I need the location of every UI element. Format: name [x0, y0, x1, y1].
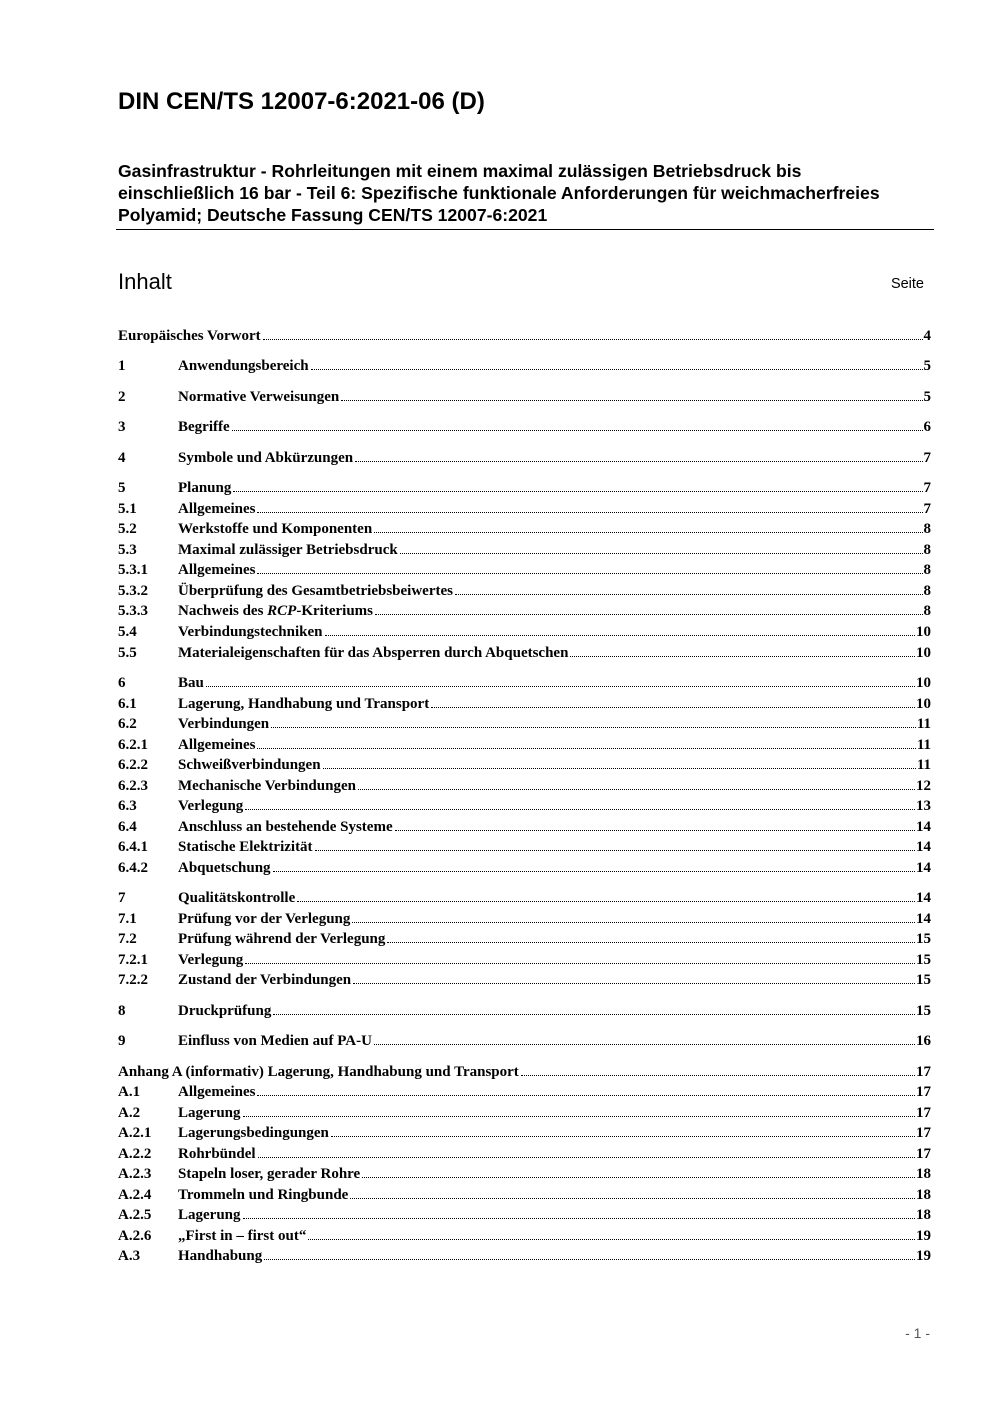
toc-entry-page: 8: [923, 583, 931, 599]
toc-entry-page: 7: [923, 450, 931, 466]
toc-entry-number: A.2.3: [118, 1166, 152, 1182]
toc-entry-title: Lagerung: [178, 1207, 241, 1223]
toc-entry-number: 7.2.2: [118, 972, 148, 988]
toc-entry[interactable]: [118, 581, 931, 601]
toc-entry[interactable]: [118, 1103, 931, 1123]
toc-entry-page: 8: [923, 603, 931, 619]
toc-entry-title: „First in – first out“: [178, 1228, 307, 1244]
toc-entry[interactable]: [118, 643, 931, 663]
toc-dot-leader: [387, 941, 915, 943]
toc-entry-page: 11: [916, 716, 931, 732]
toc-entry[interactable]: [118, 673, 931, 693]
toc-entry[interactable]: [118, 478, 931, 498]
toc-entry-number: A.2.1: [118, 1125, 152, 1141]
toc-dot-leader: [323, 767, 916, 769]
toc-entry-title: Prüfung während der Verlegung: [178, 931, 386, 947]
toc-entry[interactable]: [118, 387, 931, 407]
toc-entry-page: 10: [916, 645, 931, 661]
toc-entry-page: 10: [916, 624, 931, 640]
toc-entry-page: 14: [916, 890, 931, 906]
toc-entry-number: 7.1: [118, 911, 137, 927]
toc-entry-number: 2: [118, 389, 126, 405]
toc-dot-leader: [362, 1176, 915, 1178]
toc-entry[interactable]: [118, 601, 931, 621]
toc-dot-leader: [243, 1115, 915, 1117]
toc-dot-leader: [257, 572, 922, 574]
toc-entry-title: Begriffe: [178, 419, 230, 435]
toc-entry-number: A.2.4: [118, 1187, 152, 1203]
toc-entry-page: 7: [923, 501, 931, 517]
toc-entry-title: Abquetschung: [178, 860, 271, 876]
toc-entry-title: Anwendungsbereich: [178, 358, 309, 374]
toc-entry-title: Verbindungen: [178, 716, 270, 732]
toc-dot-leader: [358, 788, 915, 790]
toc-dot-leader: [431, 706, 915, 708]
toc-entry-number: 5.3: [118, 542, 137, 558]
toc-entry-page: 17: [916, 1084, 931, 1100]
toc-entry[interactable]: [118, 1031, 931, 1051]
toc-entry-page: 16: [916, 1033, 931, 1049]
toc-entry-number: 4: [118, 450, 126, 466]
toc-entry[interactable]: [118, 714, 931, 734]
toc-entry-number: 1: [118, 358, 126, 374]
toc-entry-title: Lagerung: [178, 1105, 241, 1121]
toc-entry[interactable]: [118, 970, 931, 990]
toc-dot-leader: [245, 962, 915, 964]
toc-entry-number: A.2: [118, 1105, 141, 1121]
toc-entry-page: 5: [923, 358, 931, 374]
toc-entry-page: 10: [916, 675, 931, 691]
toc-entry-number: A.1: [118, 1084, 141, 1100]
toc-entry-page: 15: [916, 972, 931, 988]
toc-dot-leader: [355, 460, 922, 462]
toc-entry-number: 6.4.2: [118, 860, 148, 876]
toc-entry-number: 9: [118, 1033, 126, 1049]
toc-entry-page: 15: [916, 952, 931, 968]
toc-entry-page: 19: [916, 1228, 931, 1244]
toc-entry[interactable]: [118, 1164, 931, 1184]
toc-entry-title: Druckprüfung: [178, 1003, 272, 1019]
toc-entry-title: Statische Elektrizität: [178, 839, 313, 855]
toc-entry-number: A.2.6: [118, 1228, 152, 1244]
toc-entry-page: 8: [923, 562, 931, 578]
toc-entry-page: 17: [916, 1125, 931, 1141]
toc-page-column-label: Seite: [890, 276, 924, 292]
toc-entry[interactable]: [118, 1062, 931, 1082]
toc-dot-leader: [352, 921, 915, 923]
toc-dot-leader: [521, 1074, 915, 1076]
document-subtitle: Gasinfrastruktur - Rohrleitungen mit einem maximal zulässigen Betriebsdruck bis einschließlich 16 bar - Teil 6: Spezifische funktionale Anforderungen für weichmacherfreies Polyamid; Deutsche Fassung CEN/TS 12007-6:2021: [118, 161, 880, 225]
toc-entry-title: Normative Verweisungen: [178, 389, 340, 405]
toc-entry-page: 18: [916, 1207, 931, 1223]
toc-entry-page: 14: [916, 819, 931, 835]
toc-entry[interactable]: [118, 1001, 931, 1021]
toc-dot-leader: [264, 1258, 915, 1260]
toc-entry[interactable]: [118, 735, 931, 755]
toc-dot-leader: [258, 1156, 915, 1158]
toc-entry[interactable]: [118, 448, 931, 468]
toc-entry-title: Europäisches Vorwort: [118, 328, 261, 344]
toc-entry-title: Allgemeines: [178, 1084, 256, 1100]
toc-dot-leader: [325, 634, 916, 636]
toc-entry-title: Allgemeines: [178, 562, 256, 578]
toc-dot-leader: [311, 368, 923, 370]
toc-entry-title: Allgemeines: [178, 501, 256, 517]
toc-dot-leader: [257, 747, 915, 749]
toc-dot-leader: [374, 531, 922, 533]
toc-dot-leader: [400, 552, 923, 554]
toc-entry-title: Werkstoffe und Komponenten: [178, 521, 373, 537]
toc-entry[interactable]: [118, 817, 931, 837]
toc-entry-title: Prüfung vor der Verlegung: [178, 911, 351, 927]
toc-dot-leader: [308, 1238, 915, 1240]
toc-dot-leader: [353, 982, 915, 984]
toc-dot-leader: [257, 1094, 915, 1096]
toc-dot-leader: [243, 1217, 915, 1219]
toc-entry[interactable]: [118, 1205, 931, 1225]
toc-entry[interactable]: [118, 1082, 931, 1102]
toc-dot-leader: [395, 829, 915, 831]
toc-entry-number: 6.2: [118, 716, 137, 732]
toc-entry[interactable]: [118, 356, 931, 376]
toc-entry-page: 12: [916, 778, 931, 794]
document-title: DIN CEN/TS 12007-6:2021-06 (D): [118, 88, 485, 115]
toc-entry[interactable]: [118, 326, 931, 346]
toc-dot-leader: [263, 338, 923, 340]
page-number: - 1 -: [905, 1325, 930, 1341]
toc-entry[interactable]: [118, 417, 931, 437]
toc-entry-number: 6.2.2: [118, 757, 148, 773]
toc-entry-page: 14: [916, 911, 931, 927]
toc-entry-title: Lagerung, Handhabung und Transport: [178, 696, 430, 712]
toc-entry-title: Handhabung: [178, 1248, 263, 1264]
toc-entry-title: Anschluss an bestehende Systeme: [178, 819, 393, 835]
toc-entry-title: Nachweis des RCP-Kriteriums: [178, 603, 373, 619]
toc-entry[interactable]: [118, 950, 931, 970]
toc-entry-page: 11: [916, 737, 931, 753]
toc-entry-title: Trommeln und Ringbunde: [178, 1187, 349, 1203]
title-divider: [116, 229, 934, 230]
toc-entry-title: Qualitätskontrolle: [178, 890, 296, 906]
toc-entry-title: Planung: [178, 480, 232, 496]
toc-entry[interactable]: [118, 560, 931, 580]
toc-dot-leader: [315, 849, 915, 851]
toc-entry-number: 5.1: [118, 501, 137, 517]
toc-entry-page: 5: [923, 389, 931, 405]
toc-entry-number: 7.2.1: [118, 952, 148, 968]
toc-dot-leader: [297, 900, 915, 902]
toc-entry-number: 6.3: [118, 798, 137, 814]
toc-entry[interactable]: [118, 888, 931, 908]
toc-entry-title: Verlegung: [178, 798, 244, 814]
toc-heading: Inhalt: [118, 269, 172, 294]
toc-entry-title: Verbindungstechniken: [178, 624, 323, 640]
toc-entry-title: Materialeigenschaften für das Absperren durch Abquetschen: [178, 645, 569, 661]
toc-entry-page: 17: [916, 1146, 931, 1162]
toc-entry-page: 8: [923, 521, 931, 537]
toc-entry-number: A.2.5: [118, 1207, 152, 1223]
toc-entry-number: 7.2: [118, 931, 137, 947]
toc-dot-leader: [271, 726, 916, 728]
toc-entry-page: 14: [916, 839, 931, 855]
toc-entry[interactable]: [118, 909, 931, 929]
toc-entry-number: 3: [118, 419, 126, 435]
toc-entry-page: 7: [923, 480, 931, 496]
toc-entry-number: 7: [118, 890, 126, 906]
toc-entry-page: 6: [923, 419, 931, 435]
toc-entry[interactable]: [118, 1144, 931, 1164]
toc-entry-number: 5.3.2: [118, 583, 148, 599]
toc-entry-title: Verlegung: [178, 952, 244, 968]
toc-entry[interactable]: [118, 1123, 931, 1143]
toc-entry-number: 6: [118, 675, 126, 691]
toc-entry-number: 5.2: [118, 521, 137, 537]
toc-entry-number: 6.1: [118, 696, 137, 712]
toc-entry-title: Stapeln loser, gerader Rohre: [178, 1166, 361, 1182]
toc-entry[interactable]: [118, 499, 931, 519]
toc-entry-title: Rohrbündel: [178, 1146, 256, 1162]
toc-entry-title: Schweißverbindungen: [178, 757, 321, 773]
toc-entry-number: 5.3.3: [118, 603, 148, 619]
toc-entry-title: Überprüfung des Gesamtbetriebsbeiwertes: [178, 583, 453, 599]
toc-dot-leader: [455, 593, 923, 595]
toc-dot-leader: [273, 1013, 915, 1015]
toc-entry-page: 19: [916, 1248, 931, 1264]
toc-entry-page: 17: [916, 1105, 931, 1121]
toc-entry-number: A.2.2: [118, 1146, 152, 1162]
toc-dot-leader: [206, 685, 915, 687]
toc-entry-number: 6.2.1: [118, 737, 148, 753]
toc-entry-title: Symbole und Abkürzungen: [178, 450, 354, 466]
toc-entry-number: A.3: [118, 1248, 141, 1264]
toc-dot-leader: [374, 1043, 915, 1045]
toc-entry[interactable]: [118, 776, 931, 796]
toc-entry[interactable]: [118, 929, 931, 949]
toc-entry-page: 11: [916, 757, 931, 773]
toc-entry-title: Lagerungsbedingungen: [178, 1125, 329, 1141]
toc-entry[interactable]: [118, 796, 931, 816]
toc-dot-leader: [233, 490, 922, 492]
toc-dot-leader: [273, 870, 915, 872]
toc-dot-leader: [350, 1197, 915, 1199]
toc-entry-title: Mechanische Verbindungen: [178, 778, 356, 794]
toc-dot-leader: [245, 808, 915, 810]
toc-entry-number: 5.3.1: [118, 562, 148, 578]
toc-entry[interactable]: [118, 755, 931, 775]
toc-dot-leader: [570, 655, 915, 657]
toc-dot-leader: [341, 399, 922, 401]
toc-entry-number: 8: [118, 1003, 126, 1019]
toc-entry[interactable]: [118, 837, 931, 857]
toc-entry-number: 5.4: [118, 624, 137, 640]
toc-entry-page: 4: [923, 328, 931, 344]
toc-entry-page: 10: [916, 696, 931, 712]
toc-entry-title: Anhang A (informativ) Lagerung, Handhabung und Transport: [118, 1064, 519, 1080]
toc-entry-title: Allgemeines: [178, 737, 256, 753]
toc-entry[interactable]: [118, 1226, 931, 1246]
toc-entry-page: 18: [916, 1166, 931, 1182]
toc-entry-page: 18: [916, 1187, 931, 1203]
toc-dot-leader: [257, 511, 922, 513]
toc-entry-page: 17: [916, 1064, 931, 1080]
toc-entry-page: 13: [916, 798, 931, 814]
toc-entry-page: 15: [916, 1003, 931, 1019]
toc-entry[interactable]: [118, 622, 931, 642]
toc-entry[interactable]: [118, 1246, 931, 1266]
toc-entry[interactable]: [118, 519, 931, 539]
toc-entry-page: 14: [916, 860, 931, 876]
toc-dot-leader: [375, 613, 923, 615]
toc-entry[interactable]: [118, 540, 931, 560]
toc-entry-page: 8: [923, 542, 931, 558]
toc-entry-number: 6.2.3: [118, 778, 148, 794]
toc-dot-leader: [232, 429, 923, 431]
toc-entry-number: 6.4.1: [118, 839, 148, 855]
toc-entry-number: 5.5: [118, 645, 137, 661]
toc-entry-number: 6.4: [118, 819, 137, 835]
toc-dot-leader: [331, 1135, 915, 1137]
toc-entry-title: Einfluss von Medien auf PA-U: [178, 1033, 372, 1049]
toc-entry[interactable]: [118, 1185, 931, 1205]
toc-entry-title: Maximal zulässiger Betriebsdruck: [178, 542, 398, 558]
toc-entry-number: 5: [118, 480, 126, 496]
toc-entry-title: Zustand der Verbindungen: [178, 972, 352, 988]
toc-entry-title: Bau: [178, 675, 204, 691]
toc-entry-page: 15: [916, 931, 931, 947]
toc-entry[interactable]: [118, 694, 931, 714]
toc-entry[interactable]: [118, 858, 931, 878]
